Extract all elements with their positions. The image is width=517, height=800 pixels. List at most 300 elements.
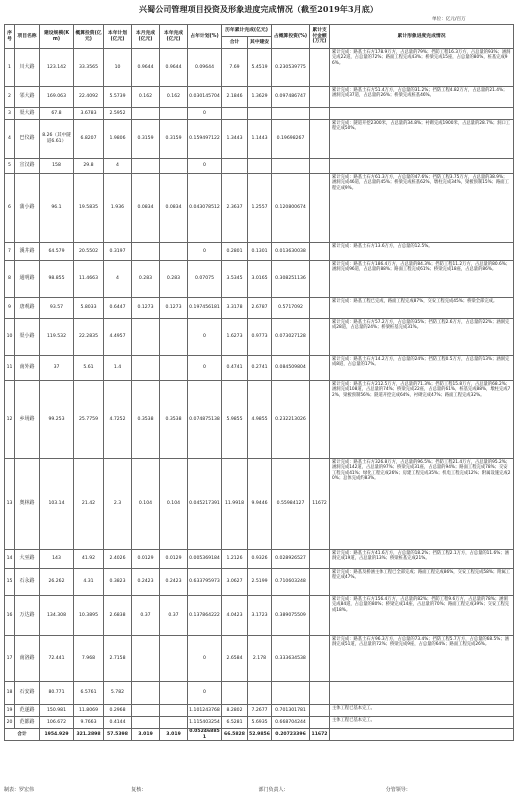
cell-pay — [310, 717, 330, 729]
cell-name: 奥林路 — [15, 459, 40, 550]
cell-month — [132, 159, 160, 174]
cell-no: 15 — [5, 569, 15, 596]
cell-notes — [330, 159, 514, 174]
cell-pctb: 0.701301781 — [272, 705, 310, 717]
cell-pctb: 0.710603248 — [272, 569, 310, 596]
cell-name: 渠小路 — [15, 319, 40, 356]
cell-notes: 累计完成：路基土石方51.4万方，占总量的31.2%；挡防工程4.82万方，占总量的21.4%；涵洞完成37道，占总量的26%；桥梁完成桩基46%。 — [330, 87, 514, 108]
header-year-done: 本年完成(亿元) — [160, 25, 188, 49]
header-name: 项目名称 — [15, 25, 40, 49]
cell-month: 0.3538 — [132, 381, 160, 459]
header-scale: 建设规模(Km) — [40, 25, 74, 49]
cell-budget: 20.5502 — [74, 243, 104, 261]
cell-pct: 0 — [188, 319, 222, 356]
cell-pct: 0 — [188, 636, 222, 682]
cell-cum: 5.9855 — [222, 381, 248, 459]
cell-pctb: 0.232213026 — [272, 381, 310, 459]
cell-month: 0.0129 — [132, 550, 160, 569]
cell-ja — [248, 108, 272, 120]
cell-no: 8 — [5, 261, 15, 298]
cell-name: 万达路 — [15, 596, 40, 636]
cell-scale: 96.1 — [40, 174, 74, 243]
cell-year — [160, 108, 188, 120]
table-header — [5, 25, 514, 49]
cell-cum — [222, 682, 248, 705]
cell-plan: 4 — [104, 159, 132, 174]
cell-scale: 37 — [40, 356, 74, 381]
cell-pctb: 0.084509804 — [272, 356, 310, 381]
header-pct-budget: 占概算投资(%) — [272, 25, 310, 49]
cell-plan: 1.4 — [104, 356, 132, 381]
table-row — [5, 356, 514, 381]
cell-plan: 2.4026 — [104, 550, 132, 569]
cell-plan: 4.4957 — [104, 319, 132, 356]
cell-budget: 10.3895 — [74, 596, 104, 636]
cell-ja: 3.1723 — [248, 596, 272, 636]
cell-cum: 1.3443 — [222, 120, 248, 159]
cell-name: 邻大路 — [15, 87, 40, 108]
cell-ja: 2.178 — [248, 636, 272, 682]
total-plan: 57.5398 — [104, 729, 132, 741]
cell-cum: 0.2801 — [222, 243, 248, 261]
cell-month: 0.0834 — [132, 174, 160, 243]
cell-name: 通明路 — [15, 261, 40, 298]
cell-no: 19 — [5, 705, 15, 717]
cell-month — [132, 717, 160, 729]
cell-ja — [248, 682, 272, 705]
cell-no: 4 — [5, 120, 15, 159]
cell-ja: 1.3629 — [248, 87, 272, 108]
cell-no: 11 — [5, 356, 15, 381]
cell-notes — [330, 682, 514, 705]
cell-pay — [310, 596, 330, 636]
cell-month — [132, 243, 160, 261]
cell-pay — [310, 87, 330, 108]
cell-scale: 99.253 — [40, 381, 74, 459]
cell-no: 7 — [5, 243, 15, 261]
cell-scale: 106.672 — [40, 717, 74, 729]
cell-month: 0.1273 — [132, 298, 160, 319]
header-year-plan: 本年计划(亿元) — [104, 25, 132, 49]
cell-pctb: 0.308251136 — [272, 261, 310, 298]
cell-scale: 119.532 — [40, 319, 74, 356]
cell-month: 0.3159 — [132, 120, 160, 159]
cell-pct: 0.074875138 — [188, 381, 222, 459]
cell-no: 3 — [5, 108, 15, 120]
cell-year: 0.104 — [160, 459, 188, 550]
cell-ja: 3.0165 — [248, 261, 272, 298]
cell-ja: 1.2557 — [248, 174, 272, 243]
total-year: 3.019 — [160, 729, 188, 741]
cell-cum: 4.0423 — [222, 596, 248, 636]
cell-scale: 64.579 — [40, 243, 74, 261]
cell-budget: 3.6783 — [74, 108, 104, 120]
cell-pct: 0 — [188, 159, 222, 174]
cell-notes: 累计完成：路基及桥涵主体工程已全部完成；路面工程完成86%，交安工程完成58%；附属工程完成47%。 — [330, 569, 514, 596]
total-pctb: 0.20723396 — [272, 729, 310, 741]
cell-name: 范遂路 — [15, 705, 40, 717]
cell-name: 范都路 — [15, 717, 40, 729]
footer-dept-head: 部门负责人： — [258, 787, 289, 793]
investment-progress-table — [4, 24, 514, 741]
cell-pctb: 0.389075509 — [272, 596, 310, 636]
cell-pctb: 0.013630038 — [272, 243, 310, 261]
cell-no: 18 — [5, 682, 15, 705]
cell-pay — [310, 569, 330, 596]
cell-notes: 累计完成：路基土石方156.4万方，占总量的82%；挡防工程9.6万方，占总量的78%；涵洞完成84道，占总量的80%；桥梁完成14座，占总量的70%；路面工程完成39%；交安工程完成18%。 — [330, 596, 514, 636]
cell-pay — [310, 174, 330, 243]
header-cum-ja: 其中建安 — [248, 37, 272, 49]
cell-pctb: 0.028926527 — [272, 550, 310, 569]
header-cum-total: 合计 — [222, 37, 248, 49]
cell-no: 2 — [5, 87, 15, 108]
cell-year: 0.283 — [160, 261, 188, 298]
cell-plan: 4.7252 — [104, 381, 132, 459]
cell-pctb — [272, 159, 310, 174]
cell-name: 南洛路 — [15, 636, 40, 682]
cell-scale: 8.26（其中隧道6.61） — [40, 120, 74, 159]
cell-budget: 5.8033 — [74, 298, 104, 319]
cell-notes: 累计完成：路基土石方326.8万方，占总量的96.5%；挡防工程21.4万方，占总量的95.2%；涵洞完成142道，占总量的97%；桥梁完成31座，占总量的94%；路面工程完成78%；交安工程完成41%；绿化工程完成26%；房建工程完成35%；机电工程完成12%；附属设施完成20%；总体完成约83%。 — [330, 459, 514, 550]
header-pct-plan: 占年计划(%) — [188, 25, 222, 49]
cell-scale: 26.262 — [40, 569, 74, 596]
table-row — [5, 682, 514, 705]
cell-pct: 0.043078512 — [188, 174, 222, 243]
cell-name: 乡场路 — [15, 381, 40, 459]
cell-month — [132, 108, 160, 120]
table-row — [5, 717, 514, 729]
cell-pct: 0 — [188, 243, 222, 261]
cell-ja: 5.4519 — [248, 49, 272, 87]
total-pct: 0.052468851 — [189, 729, 220, 740]
cell-cum: 6.5281 — [222, 717, 248, 729]
cell-scale: 80.771 — [40, 682, 74, 705]
cell-no: 17 — [5, 636, 15, 682]
cell-year — [160, 159, 188, 174]
footer-leader: 分管领导： — [385, 787, 411, 793]
cell-ja: 1.1443 — [248, 120, 272, 159]
cell-notes: 累计完成：路基土石方57.2万方，占总量的35%；挡防工程2.6万方，占总量的22%；涵洞完成28道，占总量的24%；桥梁桩基完成31%。 — [330, 319, 514, 356]
cell-budget: 6.8207 — [74, 120, 104, 159]
cell-plan: 0.6447 — [104, 298, 132, 319]
cell-ja: 0.9773 — [248, 319, 272, 356]
cell-pct: 0 — [188, 356, 222, 381]
header-cum-pay: 累计支付金额(万元) — [310, 25, 330, 49]
cell-cum: 3.5345 — [222, 261, 248, 298]
cell-budget: 22.4092 — [74, 87, 104, 108]
cell-budget: 22.2835 — [74, 319, 104, 356]
cell-budget: 4.31 — [74, 569, 104, 596]
cell-plan: 0.2968 — [104, 705, 132, 717]
cell-no: 13 — [5, 459, 15, 550]
cell-month — [132, 319, 160, 356]
cell-pct: 0.159497122 — [188, 120, 222, 159]
cell-no: 5 — [5, 159, 15, 174]
cell-budget: 9.7663 — [74, 717, 104, 729]
cell-pct: 0.09644 — [188, 49, 222, 87]
cell-year: 0.3159 — [160, 120, 188, 159]
cell-budget: 6.5761 — [74, 682, 104, 705]
table-row — [5, 87, 514, 108]
cell-name: 渠大路 — [15, 108, 40, 120]
cell-budget: 25.7759 — [74, 381, 104, 459]
cell-year — [160, 682, 188, 705]
table-row — [5, 174, 514, 243]
cell-pctb — [272, 682, 310, 705]
header-no: 序号 — [5, 25, 15, 49]
cell-ja — [248, 159, 272, 174]
cell-plan: 1.9806 — [104, 120, 132, 159]
cell-notes: 累计完成：路基土石方41.6万方，占总量的18.2%；挡防工程2.1万方，占总量的11.6%；涵洞完成19道，占总量的13%；桥梁桩基完成21%。 — [330, 550, 514, 569]
cell-year: 0.0834 — [160, 174, 188, 243]
cell-budget: 7.968 — [74, 636, 104, 682]
cell-pctb: 0.333634538 — [272, 636, 310, 682]
cell-year — [160, 243, 188, 261]
cell-year — [160, 319, 188, 356]
cell-pay — [310, 550, 330, 569]
cell-scale: 150.981 — [40, 705, 74, 717]
table-row — [5, 120, 514, 159]
header-budget: 概算投资(亿元) — [74, 25, 104, 49]
cell-plan: 10 — [104, 49, 132, 87]
cell-month: 0.104 — [132, 459, 160, 550]
cell-ja: 2.6787 — [248, 298, 272, 319]
cell-cum: 2.3637 — [222, 174, 248, 243]
cell-scale: 169.063 — [40, 87, 74, 108]
cell-year: 0.162 — [160, 87, 188, 108]
cell-plan: 4 — [104, 261, 132, 298]
cell-plan: 2.7158 — [104, 636, 132, 682]
cell-ja: 7.2677 — [248, 705, 272, 717]
table-row — [5, 596, 514, 636]
cell-budget: 21.42 — [74, 459, 104, 550]
cell-scale: 67.8 — [40, 108, 74, 120]
footer-reviewer: 复核： — [131, 787, 147, 793]
cell-year: 0.3538 — [160, 381, 188, 459]
total-scale: 1954.929 — [40, 729, 74, 741]
cell-pct: 0.030145704 — [188, 87, 222, 108]
cell-notes: 累计完成：路基土石方186.4万方，占总量的84.3%；挡防工程11.2万方，占总量的80.6%；涵洞完成96道，占总量的88%；路面工程完成61%；桥梁完成18座，占总量的86%。 — [330, 261, 514, 298]
cell-year: 0.1273 — [160, 298, 188, 319]
cell-year — [160, 717, 188, 729]
cell-pctb: 0.55984127 — [272, 459, 310, 550]
cell-name: 宣汉路 — [15, 159, 40, 174]
cell-pctb: 0.073027128 — [272, 319, 310, 356]
table-row — [5, 705, 514, 717]
cell-no: 16 — [5, 596, 15, 636]
cell-month: 0.162 — [132, 87, 160, 108]
table-row — [5, 159, 514, 174]
cell-cum: 1.6273 — [222, 319, 248, 356]
cell-notes: 累计完成：路基工程已完成，路面工程完成87%，交安工程完成45%；桥梁全部完成。 — [330, 298, 514, 319]
cell-pct: 1.101243768 — [188, 705, 222, 717]
cell-pct: 0 — [188, 682, 222, 705]
cell-no: 6 — [5, 174, 15, 243]
cell-year — [160, 705, 188, 717]
table-row — [5, 550, 514, 569]
table-row — [5, 459, 514, 550]
cell-cum — [222, 159, 248, 174]
cell-pay — [310, 108, 330, 120]
cell-name: 石永路 — [15, 569, 40, 596]
cell-pay — [310, 381, 330, 459]
cell-ja: 0.2741 — [248, 356, 272, 381]
table-row — [5, 381, 514, 459]
cell-notes: 主体工程已基本完工。 — [330, 717, 514, 729]
cell-no: 14 — [5, 550, 15, 569]
cell-name: 大巫路 — [15, 550, 40, 569]
cell-plan: 0.4144 — [104, 717, 132, 729]
table-row — [5, 108, 514, 120]
cell-notes: 累计完成：路基土石方96.3万方，占总量的73.4%；挡防工程5.7万方，占总量的68.5%；涵洞完成51道，占总量的72%；桥梁完成9座，占总量的64%；路面工程完成26%。 — [330, 636, 514, 682]
total-notes — [330, 729, 514, 741]
cell-pct: 0.633795973 — [188, 569, 222, 596]
header-progress: 累计形象进度完成情况 — [330, 25, 514, 49]
cell-name: 南外路 — [15, 356, 40, 381]
cell-scale: 72.441 — [40, 636, 74, 682]
total-budget: 321.2898 — [74, 729, 104, 741]
cell-no: 12 — [5, 381, 15, 459]
cell-year: 0.0129 — [160, 550, 188, 569]
cell-pct: 0.07075 — [188, 261, 222, 298]
cell-month: 0.9644 — [132, 49, 160, 87]
cell-name: 川大路 — [15, 49, 40, 87]
cell-plan: 2.5952 — [104, 108, 132, 120]
cell-plan: 2.6838 — [104, 596, 132, 636]
cell-pctb: 0.668704244 — [272, 717, 310, 729]
cell-notes: 主体工程已基本完工。 — [330, 705, 514, 717]
cell-cum: 11.9918 — [222, 459, 248, 550]
cell-scale: 143 — [40, 550, 74, 569]
cell-cum: 3.0627 — [222, 569, 248, 596]
cell-notes: 累计完成：隧道开挖2300米，占总量的34.8%；衬砌完成1900米，占总量的28.7%；洞口工程完成50%。 — [330, 120, 514, 159]
total-label: 合计 — [5, 729, 40, 741]
cell-year: 0.2423 — [160, 569, 188, 596]
cell-no: 10 — [5, 319, 15, 356]
table-row — [5, 261, 514, 298]
cell-scale: 103.14 — [40, 459, 74, 550]
signature-footer — [4, 786, 513, 796]
cell-year — [160, 636, 188, 682]
cell-pay — [310, 705, 330, 717]
cell-ja: 5.6935 — [248, 717, 272, 729]
cell-month: 0.283 — [132, 261, 160, 298]
cell-pct: 0.197456181 — [188, 298, 222, 319]
cell-cum: 2.1846 — [222, 87, 248, 108]
cell-ja: 2.5199 — [248, 569, 272, 596]
cell-cum: 8.2802 — [222, 705, 248, 717]
cell-pay — [310, 298, 330, 319]
cell-month — [132, 356, 160, 381]
cell-pctb: 0.120800674 — [272, 174, 310, 243]
cell-year: 0.37 — [160, 596, 188, 636]
cell-budget: 41.92 — [74, 550, 104, 569]
cell-pctb: 0.230539775 — [272, 49, 310, 87]
cell-scale: 134.308 — [40, 596, 74, 636]
cell-notes: 累计完成：路基土石方61.3万方，占总量的47.6%；挡防工程3.75万方，占总量的38.9%；涵洞完成46道，占总量的45%；桥梁完成桩基62%，墩柱完成34%，梁板预制15%；路面工程完成9%。 — [330, 174, 514, 243]
cell-ja: 4.9855 — [248, 381, 272, 459]
cell-notes: 累计完成：路基土石方178.9万方，占总量的79%；挡防工程16.3万方，占总量的93%；涵洞完成22道，占总量的72%；路面工程完成43%；桥梁完成15座，占总量的80%，桩基完成96%。 — [330, 49, 514, 87]
cell-scale: 158 — [40, 159, 74, 174]
header-month-done: 本月完成(亿元) — [132, 25, 160, 49]
cell-ja: 9.9446 — [248, 459, 272, 550]
cell-notes: 累计完成：路基土石方13.6万方，占总量的12.5%。 — [330, 243, 514, 261]
cell-cum: 7.69 — [222, 49, 248, 87]
cell-plan: 5.5739 — [104, 87, 132, 108]
cell-pay — [310, 120, 330, 159]
cell-no: 9 — [5, 298, 15, 319]
table-row — [5, 319, 514, 356]
cell-month: 0.2423 — [132, 569, 160, 596]
cell-budget: 19.5835 — [74, 174, 104, 243]
cell-pay — [310, 159, 330, 174]
cell-budget: 33.3565 — [74, 49, 104, 87]
cell-pctb: 0.19698267 — [272, 120, 310, 159]
cell-ja: 0.9326 — [248, 550, 272, 569]
cell-pay — [310, 319, 330, 356]
total-pay: 11672 — [310, 729, 330, 741]
cell-scale: 98.855 — [40, 261, 74, 298]
cell-name: 唐观路 — [15, 298, 40, 319]
table-row — [5, 569, 514, 596]
table-body — [5, 49, 514, 741]
cell-name: 石安路 — [15, 682, 40, 705]
cell-month — [132, 682, 160, 705]
cell-year: 0.9644 — [160, 49, 188, 87]
cell-month — [132, 636, 160, 682]
cell-pct: 0.137864222 — [188, 596, 222, 636]
table-row — [5, 243, 514, 261]
cell-pct: 0.005369184 — [188, 550, 222, 569]
cell-pctb — [272, 108, 310, 120]
cell-pct: 0.045217391 — [188, 459, 222, 550]
cell-pay — [310, 682, 330, 705]
cell-plan: 1.936 — [104, 174, 132, 243]
cell-budget: 11.4663 — [74, 261, 104, 298]
total-ja: 52.9856 — [248, 729, 272, 741]
cell-pay: 11672 — [310, 459, 330, 550]
cell-plan: 0.3197 — [104, 243, 132, 261]
cell-name: 巴仪路 — [15, 120, 40, 159]
cell-notes: 累计完成：路基土石方14.2万方，占总量的24%；挡防工程0.5万方，占总量的13%；涵洞完成8道，占总量的17%。 — [330, 356, 514, 381]
cell-month: 0.37 — [132, 596, 160, 636]
table-row — [5, 636, 514, 682]
unit-note: 单位：亿元/百万 — [432, 17, 466, 22]
total-row — [5, 729, 514, 741]
cell-name: 溪井路 — [15, 243, 40, 261]
cell-no: 20 — [5, 717, 15, 729]
cell-pct: 1.115403254 — [188, 717, 222, 729]
cell-plan: 5.782 — [104, 682, 132, 705]
cell-pay — [310, 49, 330, 87]
cell-plan: 2.3 — [104, 459, 132, 550]
cell-ja: 0.1301 — [248, 243, 272, 261]
cell-pay — [310, 261, 330, 298]
report-title: 兴蜀公司管理项目投资及形象进度完成情况（截至2019年3月底） — [139, 4, 378, 14]
cell-cum: 3.3178 — [222, 298, 248, 319]
cell-year — [160, 356, 188, 381]
cell-pay — [310, 243, 330, 261]
cell-pay — [310, 636, 330, 682]
cell-notes — [330, 108, 514, 120]
cell-cum: 2.6584 — [222, 636, 248, 682]
cell-plan: 0.3823 — [104, 569, 132, 596]
footer-maker: 制表：罗宏伟 — [4, 787, 35, 793]
cell-budget: 5.61 — [74, 356, 104, 381]
cell-pct: 0 — [188, 108, 222, 120]
cell-pay — [310, 356, 330, 381]
cell-pctb: 0.097486747 — [272, 87, 310, 108]
